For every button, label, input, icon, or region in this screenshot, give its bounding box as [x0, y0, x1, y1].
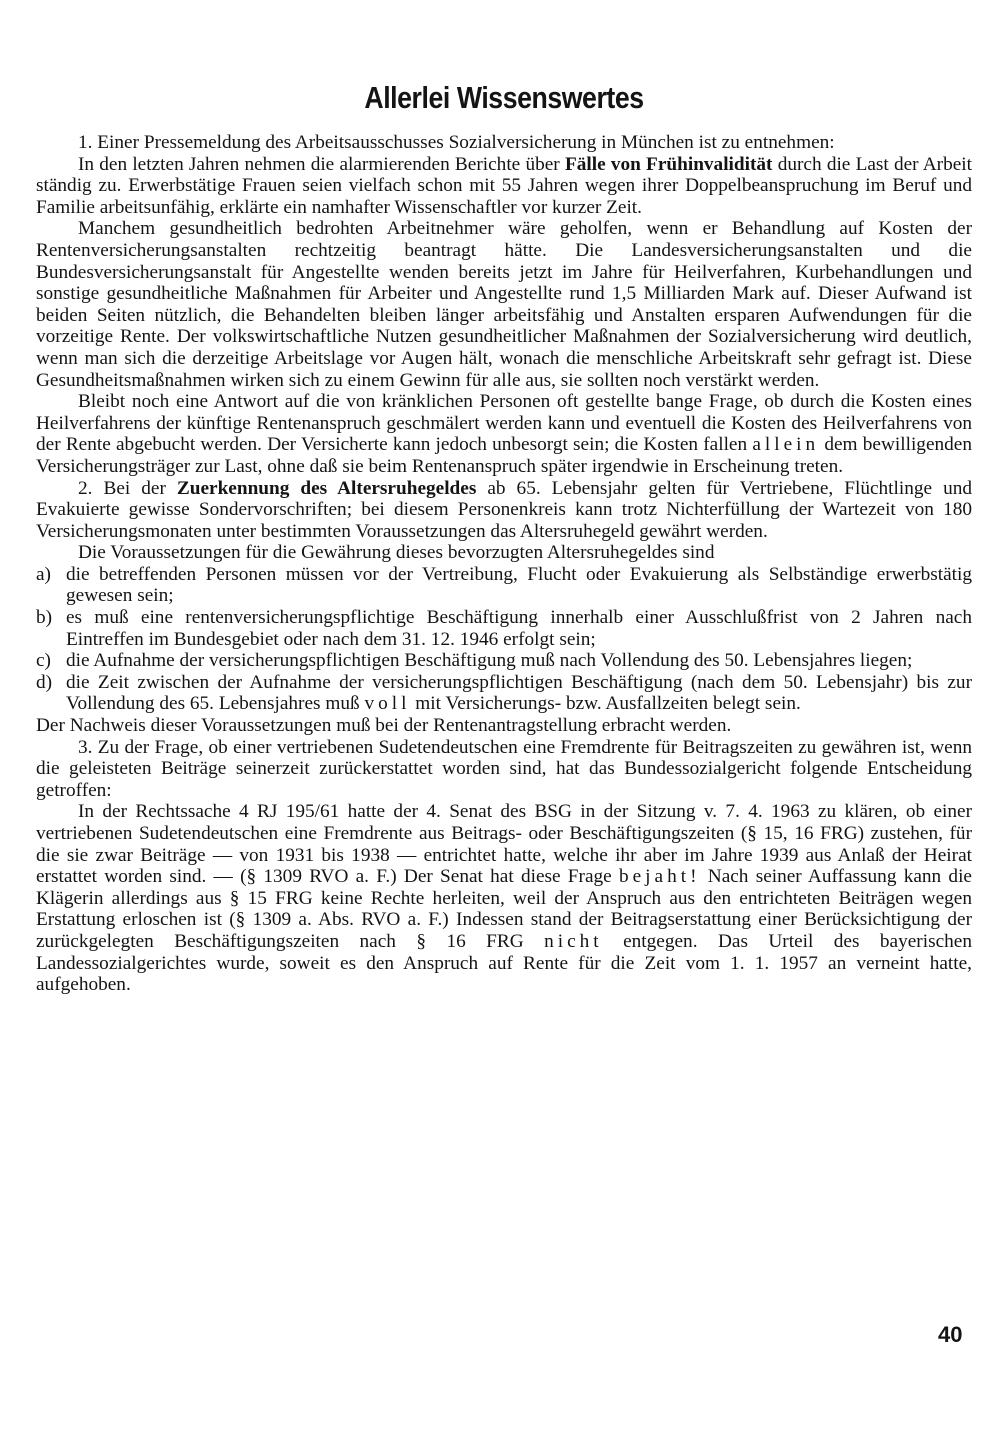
- paragraph-text: 2. Bei der: [78, 477, 166, 499]
- spaced-emphasis: allein: [752, 434, 820, 456]
- paragraph-text: Die Voraussetzungen für die Gewährung dieses bevorzugten Altersruhegeldes sind: [78, 542, 715, 564]
- paragraph-2-voraussetzungen: [36, 542, 972, 564]
- list-marker: c): [36, 650, 51, 672]
- spaced-emphasis: nicht: [544, 930, 603, 952]
- document-page: [36, 80, 972, 996]
- list-item-text: es muß eine rentenversicherungspflichtige Beschäftigung innerhalb einer Ausschlußfrist von 2 Jahren nach Eintreffen im Bundesgebiet oder nach dem 31. 12. 1946 erfolgt sein;: [66, 607, 972, 650]
- list-item-text: die betreffenden Personen müssen vor der Vertreibung, Flucht oder Evakuierung als Selbständige erwerbstätig gewesen sein;: [66, 563, 972, 607]
- paragraph-text: ab 65. Lebensjahr gelten für Vertriebene, Flüchtlinge und Evakuierte gewisse Sondervorschriften; bei diesem Personenkreis kann trotz Nichterfüllung der Wartezeit von 180 Versicherungsmonaten unter bestimmten Voraussetzungen das Altersruhegeld gewährt werden.: [36, 477, 972, 542]
- list-marker: a): [36, 563, 51, 585]
- paragraph-text: durch die Last der Arbeit ständig zu. Erwerbstätige Frauen seien vielfach schon mit 55 Jahren wegen ihrer Doppelbeanspruchung im Beruf und Familie arbeitsunfähig, erklärte ein namhafter Wissenschaftler vor kurzer Zeit.: [36, 153, 973, 218]
- paragraph-text: dem bewilligenden Versicherungsträger zur Last, ohne daß sie beim Rentenanspruch später irgendwie in Erscheinung treten.: [36, 434, 972, 477]
- paragraph-text: In der Rechtssache 4 RJ 195/61 hatte der 4. Senat des BSG in der Sitzung v. 7. 4. 1963 zu klären, ob einer vertriebenen Sudetendeutschen eine Fremdrente aus Beitrags- oder Beschäftigungszeiten (§ 15, 16 FRG) zustehen, für die sie zwar Beiträge — von 1931 bis 1938 — entrichtet hatte, welche ihr aber im Jahre 1939 aus Anlaß der Heirat erstattet worden sind. — (§ 1309 RVO a. F.) Der Senat hat diese Frage: [36, 801, 972, 888]
- bold-term: Zuerkennung des Altersruhegeldes: [176, 477, 477, 499]
- paragraph-2-altersruhegeld: [36, 478, 972, 543]
- paragraph-text: mit Versicherungs- bzw. Ausfallzeiten belegt sein.: [415, 693, 801, 715]
- paragraph-text: 1. Einer Pressemeldung des Arbeitsausschusses Sozialversicherung in München ist zu entnehmen:: [78, 132, 835, 153]
- list-item-text: [66, 672, 972, 715]
- page-number: 40: [938, 1322, 963, 1347]
- paragraph-text: Bleibt noch eine Antwort auf die von kränklichen Personen oft gestellte bange Frage, ob durch die Kosten eines Heilverfahrens der künftige Rentenanspruch geschmälert werden kann und eventuell die Kosten des Heilverfahrens von der Rente abgebucht werden. Der Versicherte kann jedoch unbesorgt sein; die Kosten fallen: [36, 391, 972, 456]
- bold-term: Fälle von Frühinvalidität: [564, 153, 773, 175]
- paragraph-3-fremdrente: [36, 737, 972, 802]
- paragraph-text: Der Nachweis dieser Voraussetzungen muß bei der Rentenantragstellung erbracht werden.: [36, 715, 732, 737]
- list-item: [36, 607, 972, 650]
- paragraph-text: In den letzten Jahren nehmen die alarmierenden Berichte über: [78, 153, 560, 175]
- paragraph-text: entgegen. Das Urteil des bayerischen Landessozialgerichtes wurde, soweit es den Anspruch auf Rente für die Zeit vom 1. 1. 1957 an verneint hatte, aufgehoben.: [36, 930, 972, 996]
- list-item: [36, 650, 972, 672]
- paragraph-1-intro: [36, 132, 972, 154]
- list-item: [36, 564, 972, 607]
- paragraph-text: Manchem gesundheitlich bedrohten Arbeitnehmer wäre geholfen, wenn er Behandlung auf Kosten der Rentenversicherungsanstalten rechtzeitig beantragt hätte. Die Landesversicherungsanstalten und die Bundesversicherungsanstalt für Angestellte wenden bereits jetzt im Jahre für Heilverfahren, Kurbehandlungen und sonstige gesundheitliche Maßnahmen für Arbeiter und Angestellte rund 1,5 Milliarden Mark auf. Dieser Aufwand ist beiden Seiten nützlich, die Behandelten bleiben länger arbeitsfähig und Anstalten ersparen Aufwendungen für die vorzeitige Rente. Der volkswirtschaftliche Nutzen gesundheitlicher Maßnahmen der Sozialversicherung wird deutlich, wenn man sich die derzeitige Arbeitslage vor Augen hält, wonach die menschliche Arbeitskraft sehr gefragt ist. Diese Gesundheitsmaßnahmen wirken sich zu einem Gewinn für alle aus, sie sollten noch verstärkt werden.: [36, 218, 972, 391]
- list-item: [36, 672, 972, 715]
- paragraph-text: die Zeit zwischen der Aufnahme der versicherungspflichtigen Beschäftigung (nach dem 50. Lebensjahr) bis zur Vollendung des 65. Lebensjahres muß: [66, 671, 972, 715]
- list-marker: d): [36, 671, 53, 693]
- page-title: Allerlei Wissenswertes: [364, 80, 644, 115]
- document-body: [36, 132, 972, 996]
- list-item-text: die Aufnahme der versicherungspflichtigen Beschäftigung muß nach Vollendung des 50. Lebensjahres liegen;: [66, 650, 913, 672]
- paragraph-text: Nach seiner Auffassung kann die Klägerin allerdings aus § 15 FRG keine Rechte herleiten, weil der Anspruch aus den entrichteten Beiträgen wegen Erstattung erloschen ist (§ 1309 a. Abs. RVO a. F.) Indessen stand der Beitragserstattung einer Berücksichtigung der zurückgelegten Beschäftigungszeiten nach § 16 FRG: [36, 866, 972, 952]
- list-marker: b): [36, 607, 53, 629]
- spaced-emphasis: bejaht!: [618, 866, 701, 888]
- paragraph-text: 3. Zu der Frage, ob einer vertriebenen Sudetendeutschen eine Fremdrente für Beitragszeiten zu gewähren ist, wenn die geleisteten Beiträge seinerzeit zurückerstattet worden sind, hat das Bundessozialgericht folgende Entscheidung getroffen:: [36, 736, 972, 801]
- paragraph-1-antwort: [36, 391, 972, 477]
- paragraph-1-fruehinvaliditaet: [36, 154, 972, 219]
- paragraph-2-nachweis: [36, 715, 972, 737]
- spaced-emphasis: voll: [364, 693, 411, 715]
- paragraph-3-rechtssache: [36, 801, 972, 995]
- paragraph-1-behandlung: [36, 218, 972, 391]
